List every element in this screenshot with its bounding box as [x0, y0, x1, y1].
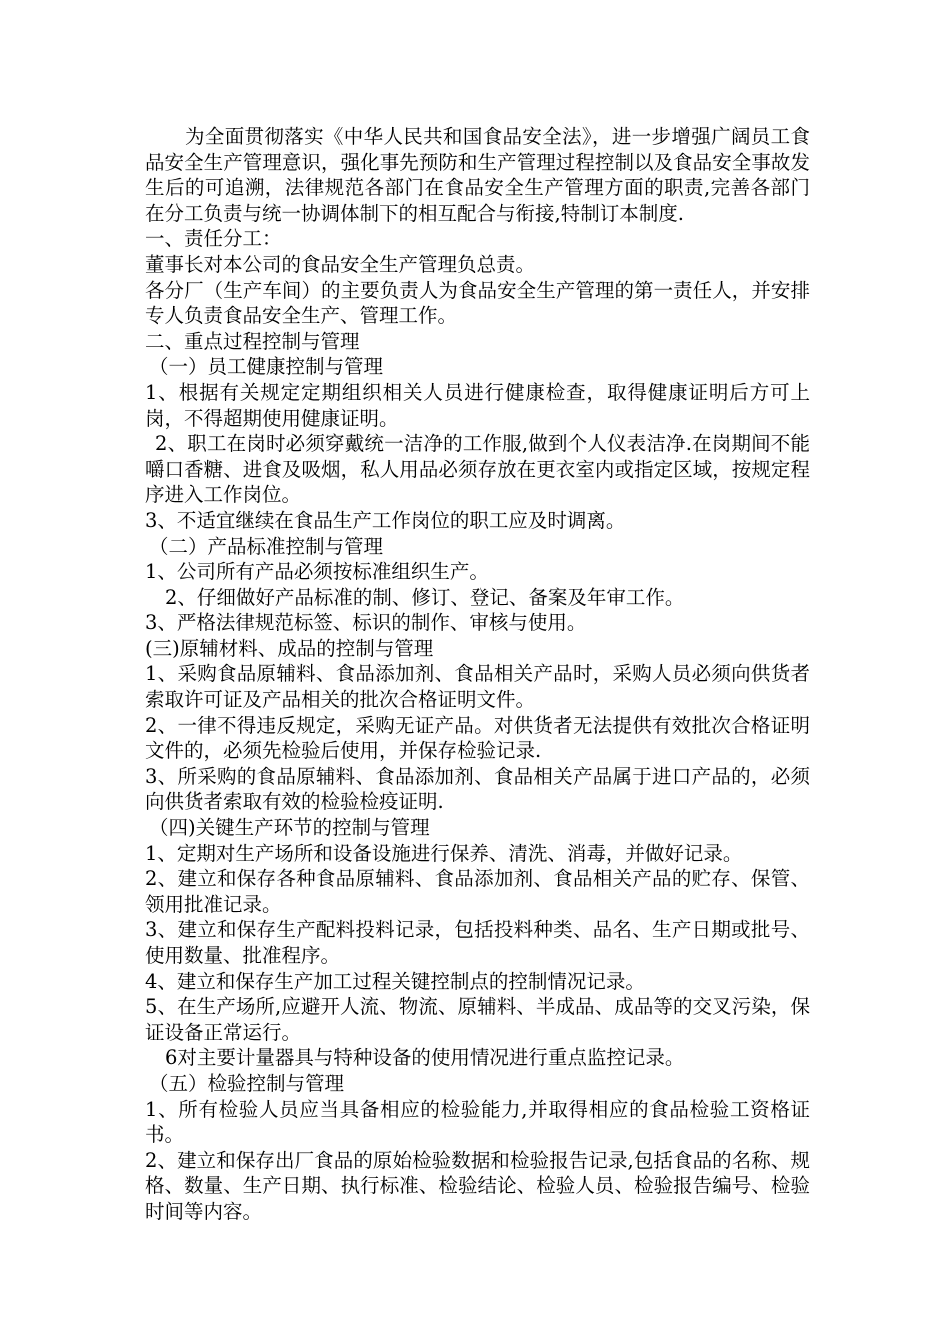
list-item: 1、定期对生产场所和设备设施进行保养、清洗、消毒，并做好记录。 [145, 841, 743, 865]
list-item: 1、所有检验人员应当具备相应的检验能力,并取得相应的食品检验工资格证书。 [145, 1097, 810, 1147]
intro-paragraph: 为全面贯彻落实《中华人民共和国食品安全法》，进一步增强广阔员工食品安全生产管理意识，强化事先预防和生产管理过程控制以及食品安全事故发生后的可追溯，法律规范各部门在食品安全生产管理方面的职责,完善各部门在分工负责与统一协调体制下的相互配合与衔接,特制订本制度. [145, 125, 810, 225]
list-item: 2、一律不得违反规定，采购无证产品。对供货者无法提供有效批次合格证明文件的，必须先检验后使用，并保存检验记录. [145, 713, 810, 763]
list-item: 3、不适宜继续在食品生产工作岗位的职工应及时调离。 [145, 508, 626, 532]
subsection-heading-production: （四)关键生产环节的控制与管理 [149, 816, 430, 840]
document-body [145, 124, 810, 1225]
paragraph: 各分厂（生产车间）的主要负责人为食品安全生产管理的第一责任人，并安排专人负责食品安全生产、管理工作。 [145, 278, 810, 328]
list-item: 2、仔细做好产品标准的制、修订、登记、备案及年审工作。 [165, 585, 685, 609]
section-heading-process-control: 二、重点过程控制与管理 [145, 329, 360, 353]
subsection-heading-materials: (三)原辅材料、成品的控制与管理 [145, 636, 434, 660]
list-item: 4、建立和保存生产加工过程关键控制点的控制情况记录。 [145, 969, 645, 993]
list-item: 3、所采购的食品原辅料、食品添加剂、食品相关产品属于进口产品的，必须向供货者索取有效的检验检疫证明. [145, 764, 810, 814]
list-item: 3、严格法律规范标签、标识的制作、审核与使用。 [145, 611, 587, 635]
list-item: 1、采购食品原辅料、食品添加剂、食品相关产品时，采购人员必须向供货者索取许可证及产品相关的批次合格证明文件。 [145, 662, 810, 712]
subsection-heading-health: （一）员工健康控制与管理 [149, 355, 384, 379]
list-item: 2、建立和保存出厂食品的原始检验数据和检验报告记录,包括食品的名称、规格、数量、生产日期、执行标准、检验结论、检验人员、检验报告编号、检验时间等内容。 [145, 1148, 810, 1223]
list-item: 2、职工在岗时必须穿戴统一洁净的工作服,做到个人仪表洁净.在岗期间不能嚼口香糖、进食及吸烟，私人用品必须存放在更衣室内或指定区域，按规定程序进入工作岗位。 [145, 432, 810, 507]
subsection-heading-standards: （二）产品标准控制与管理 [149, 534, 384, 558]
subsection-heading-inspection: （五）检验控制与管理 [149, 1071, 345, 1095]
list-item: 1、根据有关规定定期组织相关人员进行健康检查，取得健康证明后方可上岗，不得超期使用健康证明。 [145, 380, 810, 430]
paragraph: 董事长对本公司的食品安全生产管理负总责。 [145, 252, 536, 276]
list-item: 2、建立和保存各种食品原辅料、食品添加剂、食品相关产品的贮存、保管、领用批准记录。 [145, 867, 810, 916]
list-item: 5、在生产场所,应避开人流、物流、原辅料、半成品、成品等的交叉污染，保证设备正常运行。 [145, 995, 810, 1044]
list-item: 3、建立和保存生产配料投料记录，包括投料种类、品名、生产日期或批号、使用数量、批准程序。 [145, 918, 810, 967]
list-item: 1、公司所有产品必须按标准组织生产。 [145, 560, 489, 584]
section-heading-responsibility: 一、责任分工： [145, 227, 282, 251]
list-item: 6对主要计量器具与特种设备的使用情况进行重点监控记录。 [165, 1046, 685, 1070]
